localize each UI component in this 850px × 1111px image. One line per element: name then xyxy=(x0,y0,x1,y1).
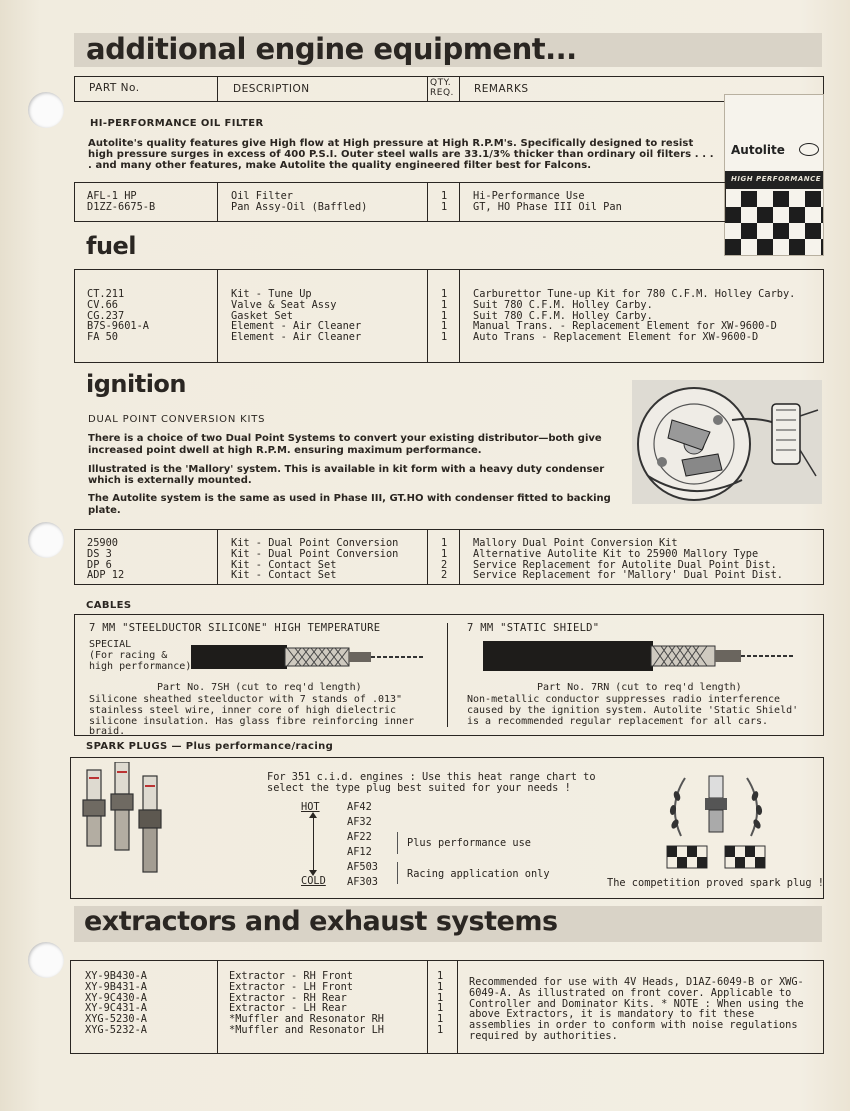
spark-tagline: The competition proved spark plug ! xyxy=(607,877,824,889)
fuel-qty: 1 1 1 1 1 xyxy=(441,288,448,344)
cable-left-special: SPECIAL (For racing & high performance) xyxy=(89,639,192,672)
fuel-desc: Kit - Tune Up Valve & Seat Assy Gasket Set Element - Air Cleaner Element - Air Cleaner xyxy=(231,288,362,344)
heat-range-4: AF12 xyxy=(347,846,372,858)
table-header xyxy=(74,76,824,102)
cable-left-text: Silicone sheathed steelductor with 7 stands of .013" stainless steel wire, inner core of high dielectric silicone insulation. Has glass fibre reinforcing inner braid. xyxy=(89,694,415,738)
extractors-title: extractors and exhaust systems xyxy=(84,906,558,937)
ignition-qty: 1 1 2 2 xyxy=(441,537,448,582)
fuel-parts: CT.211 CV.66 CG.237 B7S-9601-A FA 50 xyxy=(87,288,149,344)
heat-range-2: AF32 xyxy=(347,816,372,828)
spark-plugs-heading-suffix: — Plus performance/racing xyxy=(167,741,334,752)
oil-parts: AFL-1 HP D1ZZ-6675-B xyxy=(87,190,156,213)
autolite-logo: Autolite xyxy=(731,143,785,157)
heat-range-5: AF503 xyxy=(347,861,378,873)
ignition-parts: 25900 DS 3 DP 6 ADP 12 xyxy=(87,537,125,582)
static-shield-cable-illustration xyxy=(483,637,799,677)
cable-right-title: 7 MM "STATIC SHIELD" xyxy=(467,622,600,634)
distributor-illustration xyxy=(632,380,822,504)
ignition-subheading: DUAL POINT CONVERSION KITS xyxy=(88,414,266,425)
oil-qty: 1 1 xyxy=(441,190,448,213)
cable-left-part: Part No. 7SH (cut to req'd length) xyxy=(157,682,362,693)
extractor-desc: Extractor - RH Front Extractor - LH Front Extractor - RH Rear Extractor - LH Rear *Muffler and Resonator RH *Muffler and Resonator LH xyxy=(229,970,384,1036)
heat-range-arrow-icon xyxy=(313,816,314,872)
oil-filter-image xyxy=(724,94,824,256)
plus-bracket xyxy=(397,832,398,854)
cable-left-title: 7 MM "STEELDUCTOR SILICONE" HIGH TEMPERATURE xyxy=(89,622,381,634)
page-title: additional engine equipment... xyxy=(86,32,577,66)
oil-remarks: Hi-Performance Use GT, HO Phase III Oil Pan xyxy=(473,190,622,213)
fuel-remarks: Carburettor Tune-up Kit for 780 C.F.M. Holley Carby. Suit 780 C.F.M. Holley Carby. Suit 780 C.F.M. Holley Carby. Manual Trans. - Replacement Element for XW-9600-D Auto Trans - Replacement Element for XW-9600-D xyxy=(473,288,796,344)
extractor-qty: 1 1 1 1 1 1 xyxy=(437,970,444,1036)
ignition-title: ignition xyxy=(86,370,186,398)
fuel-title: fuel xyxy=(86,232,137,260)
oil-desc: Oil Filter Pan Assy-Oil (Baffled) xyxy=(231,190,368,213)
header-remarks: REMARKS xyxy=(474,83,529,95)
punch-hole xyxy=(28,942,64,978)
ignition-p1: There is a choice of two Dual Point Systems to convert your existing distributor—both give increased point dwell at high R.P.M. ensuring maximum performance. xyxy=(88,433,602,456)
punch-hole xyxy=(28,522,64,558)
cable-right-part: Part No. 7RN (cut to req'd length) xyxy=(537,682,742,693)
distributor-image xyxy=(632,380,822,504)
steelductor-cable-illustration xyxy=(191,639,427,675)
header-description: DESCRIPTION xyxy=(233,83,310,95)
oil-filter-heading: HI-PERFORMANCE OIL FILTER xyxy=(90,118,264,129)
racing-bracket xyxy=(397,862,398,884)
heat-range-1: AF42 xyxy=(347,801,372,813)
arrow-down-icon xyxy=(309,870,317,876)
punch-hole xyxy=(28,92,64,128)
spark-intro: For 351 c.i.d. engines : Use this heat range chart to select the type plug best suited for your needs ! xyxy=(267,771,596,794)
header-qty: QTY. REQ. xyxy=(430,78,454,98)
oil-filter-table xyxy=(74,182,726,222)
ignition-remarks: Mallory Dual Point Conversion Kit Alternative Autolite Kit to 25900 Mallory Type Service Replacement for Autolite Dual Point Dist. Service Replacement for 'Mallory' Dual Point Dist. xyxy=(473,537,783,582)
spark-plugs-illustration xyxy=(77,762,207,892)
filter-caption: HIGH PERFORMANCE xyxy=(731,175,822,183)
extractor-parts: XY-9B430-A XY-9B431-A XY-9C430-A XY-9C431-A XYG-5230-A XYG-5232-A xyxy=(85,970,147,1036)
plus-use-label: Plus performance use xyxy=(407,837,531,849)
laurel-wreath-emblem xyxy=(661,766,771,870)
extractors-table xyxy=(70,960,824,1054)
spark-plugs-heading xyxy=(86,741,333,752)
checkered-pattern xyxy=(725,191,823,255)
spark-plugs-box xyxy=(70,757,824,899)
extractor-remarks: Recommended for use with 4V Heads, D1AZ-6049-B or XWG-6049-A. As illustrated on front cover. Applicable to Controller and Dominator Kits. * NOTE : When using the above Extractors, it is mandatory to fit these assemblies in order to conform with noise regulations required by authorities. xyxy=(469,976,804,1042)
cable-right-text: Non-metallic conductor suppresses radio interference caused by the ignition system. Autolite 'Static Shield' is a recommended regular replacement for all cars. xyxy=(467,694,799,727)
oil-filter-text: Autolite's quality features give High flow at High pressure at High R.P.M's. Specifically designed to resist high pressure surges in excess of 400 P.S.I. Outer steel walls are 33.1/3% thicker than ordinary oil filters . . . . and many other features, make Autolite the quality engineered filter best for Falcons. xyxy=(88,138,714,171)
ignition-table xyxy=(74,529,824,585)
ignition-desc: Kit - Dual Point Conversion Kit - Dual Point Conversion Kit - Contact Set Kit - Contact Set xyxy=(231,537,399,582)
ignition-p3: The Autolite system is the same as used in Phase III, GT.HO with condenser fitted to backing plate. xyxy=(88,493,611,516)
header-part-no: PART No. xyxy=(89,82,140,94)
arrow-up-icon xyxy=(309,812,317,818)
hot-label: HOT xyxy=(301,801,320,813)
ford-oval-icon xyxy=(799,143,819,156)
racing-use-label: Racing application only xyxy=(407,868,550,880)
cables-heading: CABLES xyxy=(86,600,132,611)
ignition-p2: Illustrated is the 'Mallory' system. This is available in kit form with a heavy duty condenser which is externally mounted. xyxy=(88,464,605,486)
spark-plugs-heading-main: SPARK PLUGS xyxy=(86,741,168,752)
fuel-table xyxy=(74,269,824,363)
cold-label: COLD xyxy=(301,875,326,887)
cables-box xyxy=(74,614,824,736)
heat-range-6: AF303 xyxy=(347,876,378,888)
heat-range-3: AF22 xyxy=(347,831,372,843)
